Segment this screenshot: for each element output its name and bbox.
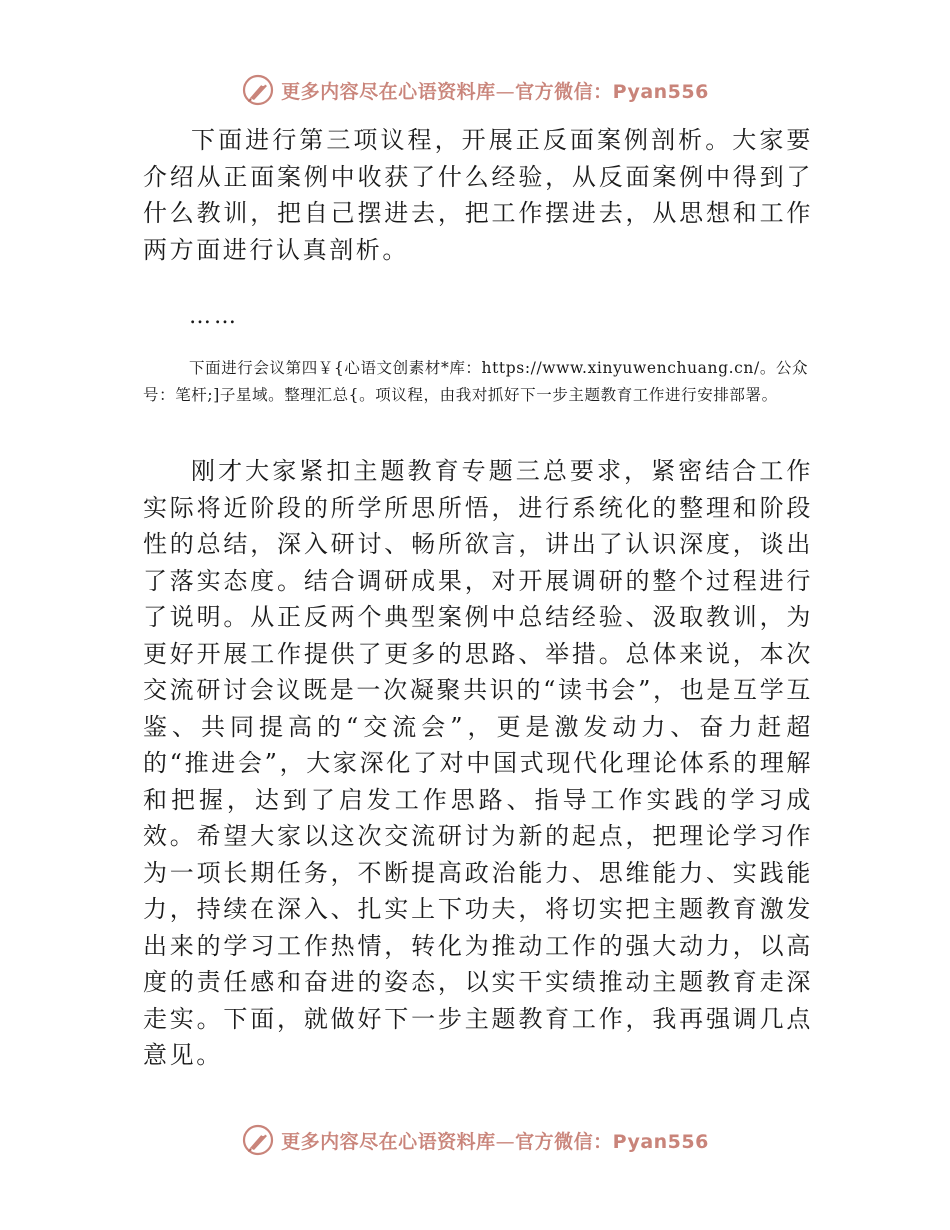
banner-contact: 官方微信：Pyan556: [515, 80, 709, 103]
banner-text: [281, 1127, 709, 1154]
banner-title: 更多内容尽在心语资料库: [281, 1130, 496, 1153]
ellipsis: ……: [189, 304, 239, 329]
header-banner: [0, 70, 950, 110]
banner-separator: —: [495, 80, 516, 103]
footer-banner: [0, 1120, 950, 1160]
paragraph-summary: 刚才大家紧扣主题教育专题三总要求，紧密结合工作实际将近阶段的所学所思所悟，进行系统化的整理和阶段性的总结，深入研讨、畅所欲言，讲出了认识深度，谈出了落实态度。结合调研成果，对开展调研的整个过程进行了说明。从正反两个典型案例中总结经验、汲取教训，为更好开展工作提供了更多的思路、举措。总体来说，本次交流研讨会议既是一次凝聚共识的“读书会”，也是互学互鉴、共同提高的“交流会”，更是激发动力、奋力赶超的“推进会”，大家深化了对中国式现代化理论体系的理解和把握，达到了启发工作思路、指导工作实践的学习成效。希望大家以这次交流研讨为新的起点，把理论学习作为一项长期任务，不断提高政治能力、思维能力、实践能力，持续在深入、扎实上下功夫，将切实把主题教育激发出来的学习工作热情，转化为推动工作的强大动力，以高度的责任感和奋进的姿态，以实干实绩推动主题教育走深走实。下面，就做好下一步主题教育工作，我再强调几点意见。: [143, 457, 813, 1069]
pen-logo-icon: [241, 73, 275, 107]
banner-contact: 官方微信：Pyan556: [515, 1130, 709, 1153]
note-agenda-four: 下面进行会议第四￥{心语文创素材*库：https://www.xinyuwenchuang.cn/。公众号：笔杆;]子星域。整理汇总{。项议程，由我对抓好下一步主题教育工作进行安排部署。: [143, 359, 809, 404]
banner-separator: —: [495, 1130, 516, 1153]
banner-text: [281, 77, 709, 104]
banner-title: 更多内容尽在心语资料库: [281, 80, 496, 103]
pen-logo-icon: [241, 1123, 275, 1157]
paragraph-agenda-three: 下面进行第三项议程，开展正反面案例剖析。大家要介绍从正面案例中收获了什么经验，从反面案例中得到了什么教训，把自己摆进去，把工作摆进去，从思想和工作两方面进行认真剖析。: [143, 126, 813, 264]
